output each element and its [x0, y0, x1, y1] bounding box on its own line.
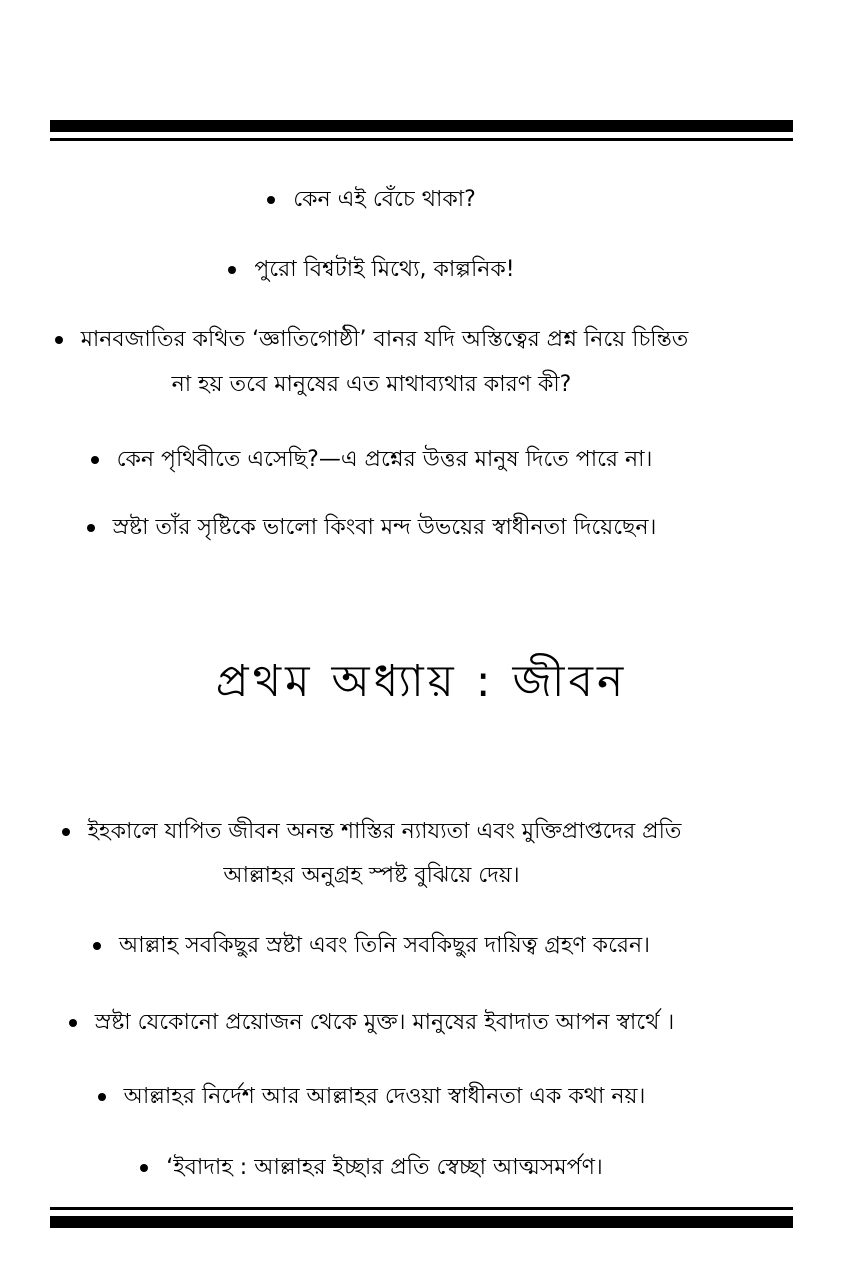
bullet-item-4: কেন পৃথিবীতে এসেছি?—এ প্রশ্নের উত্তর মানুষ দিতে পারে না।	[0, 440, 743, 480]
bullet-dot	[87, 524, 95, 532]
bullet-item-3-continued: না হয় তবে মানুষের এত মাথাব্যথার কারণ কী?	[171, 372, 572, 397]
bullet-item-9: আল্লাহর নির্দেশ আর আল্লাহর দেওয়া স্বাধীনতা এক কথা নয়।	[0, 1077, 743, 1117]
bullet-dot	[228, 266, 236, 274]
bullet-dot	[98, 1093, 106, 1101]
bullet-item-3: মানবজাতির কথিত ‘জ্ঞাতিগোষ্ঠী’ বানর যদি অস্তিত্বের প্রশ্ন নিয়ে চিন্তিত	[0, 320, 743, 360]
bullet-item-6: ইহকালে যাপিত জীবন অনন্ত শাস্তির ন্যায্যতা এবং মুক্তিপ্রাপ্তদের প্রতি	[0, 812, 743, 852]
bullet-item-10: ‘ইবাদাহ : আল্লাহর ইচ্ছার প্রতি স্বেচ্ছা আত্মসমর্পণ।	[0, 1148, 743, 1188]
bullet-dot	[140, 1164, 148, 1172]
bullet-item-6-continued: আল্লাহর অনুগ্রহ স্পষ্ট বুঝিয়ে দেয়।	[223, 863, 520, 888]
bullet-dot	[55, 336, 63, 344]
bullet-dot	[93, 942, 101, 950]
bullet-dot	[62, 828, 70, 836]
bullet-dot	[91, 456, 99, 464]
bottom-double-rule	[50, 1207, 793, 1228]
top-double-rule	[50, 120, 793, 141]
bullet-dot	[267, 196, 275, 204]
bullet-item-5: স্রষ্টা তাঁর সৃষ্টিকে ভালো কিংবা মন্দ উভয়ের স্বাধীনতা দিয়েছেন।	[0, 508, 743, 548]
bullet-item-1: কেন এই বেঁচে থাকা?	[0, 180, 743, 220]
bullet-item-2: পুরো বিশ্বটাই মিথ্যে, কাল্পনিক!	[0, 250, 743, 290]
bullet-dot	[69, 1019, 77, 1027]
bullet-item-7: আল্লাহ সবকিছুর স্রষ্টা এবং তিনি সবকিছুর দায়িত্ব গ্রহণ করেন।	[0, 926, 743, 966]
bullet-item-8: স্রষ্টা যেকোনো প্রয়োজন থেকে মুক্ত। মানুষের ইবাদাত আপন স্বার্থে ।	[0, 1003, 743, 1043]
chapter-title: প্রথম অধ্যায় : জীবন	[215, 656, 628, 707]
